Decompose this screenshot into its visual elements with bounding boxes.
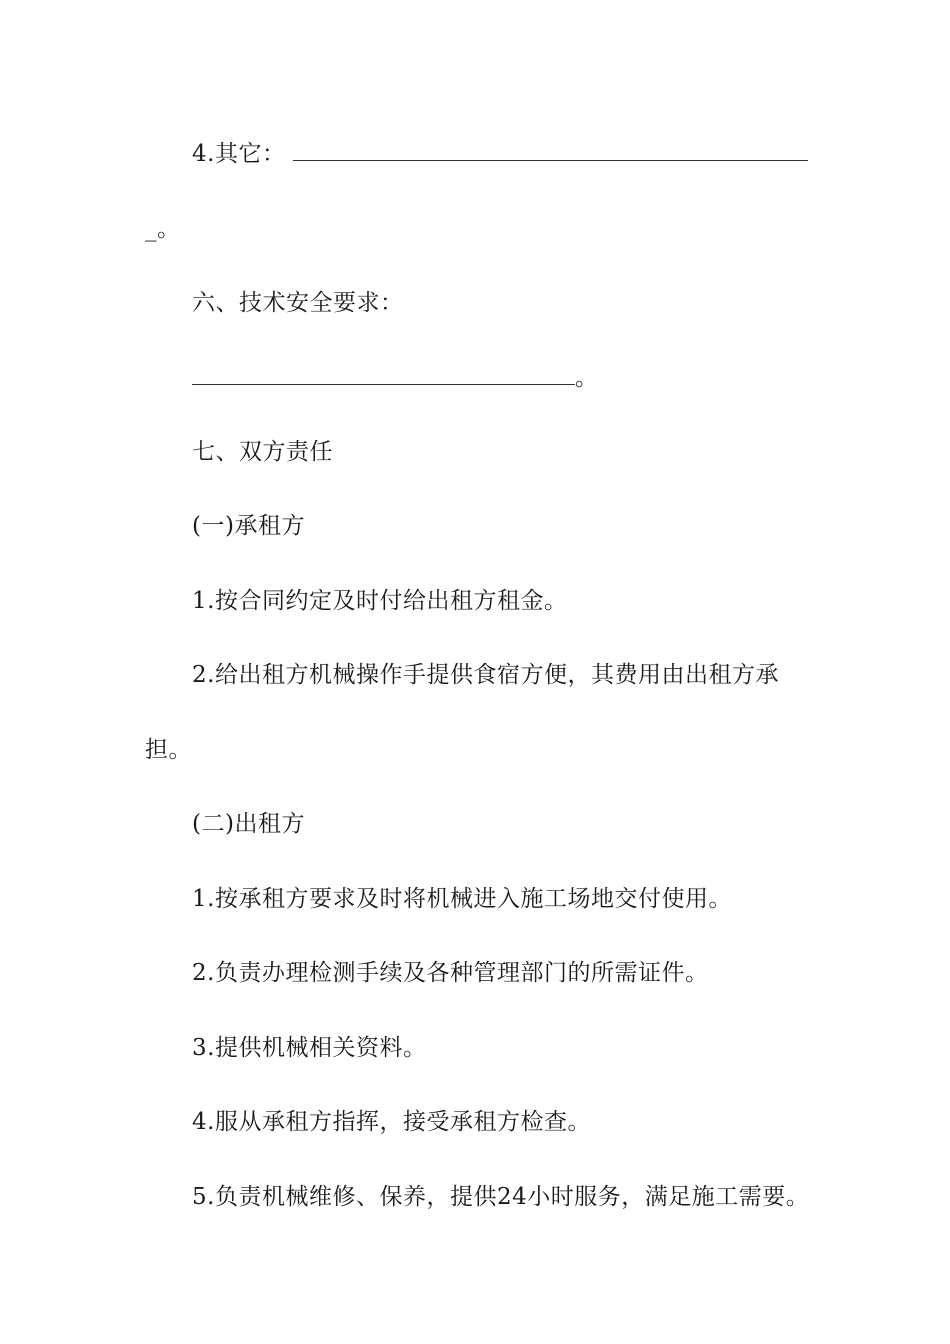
fill-in-blank	[192, 364, 575, 385]
other-item-label: 4.其它：	[192, 141, 286, 167]
lessee-item-1: 1.按合同约定及时付给出租方租金。	[192, 588, 568, 614]
lessor-item-3: 3.提供机械相关资料。	[192, 1035, 427, 1061]
other-item-continuation: _。	[145, 216, 181, 242]
lessor-item-4: 4.服从承租方指挥，接受承租方检查。	[192, 1109, 591, 1135]
other-item-line	[192, 138, 808, 170]
section-seven-heading: 七、双方责任	[192, 439, 333, 465]
lessor-item-2: 2.负责办理检测手续及各种管理部门的所需证件。	[192, 960, 709, 986]
lessee-item-2-continuation: 担。	[145, 737, 192, 763]
section-six-heading: 六、技术安全要求：	[192, 290, 404, 316]
lessee-item-2: 2.给出租方机械操作手提供食宿方便，其费用由出租方承	[192, 662, 779, 688]
lessee-heading: (一)承租方	[192, 513, 305, 539]
lessor-item-1: 1.按承租方要求及时将机械进入施工场地交付使用。	[192, 886, 732, 912]
lessor-heading: (二)出租方	[192, 811, 305, 837]
line-end-punctuation: 。	[575, 365, 599, 391]
fill-in-blank	[293, 140, 808, 161]
lessor-item-5: 5.负责机械维修、保养，提供24小时服务，满足施工需要。	[192, 1184, 810, 1210]
safety-requirements-line	[192, 362, 599, 394]
